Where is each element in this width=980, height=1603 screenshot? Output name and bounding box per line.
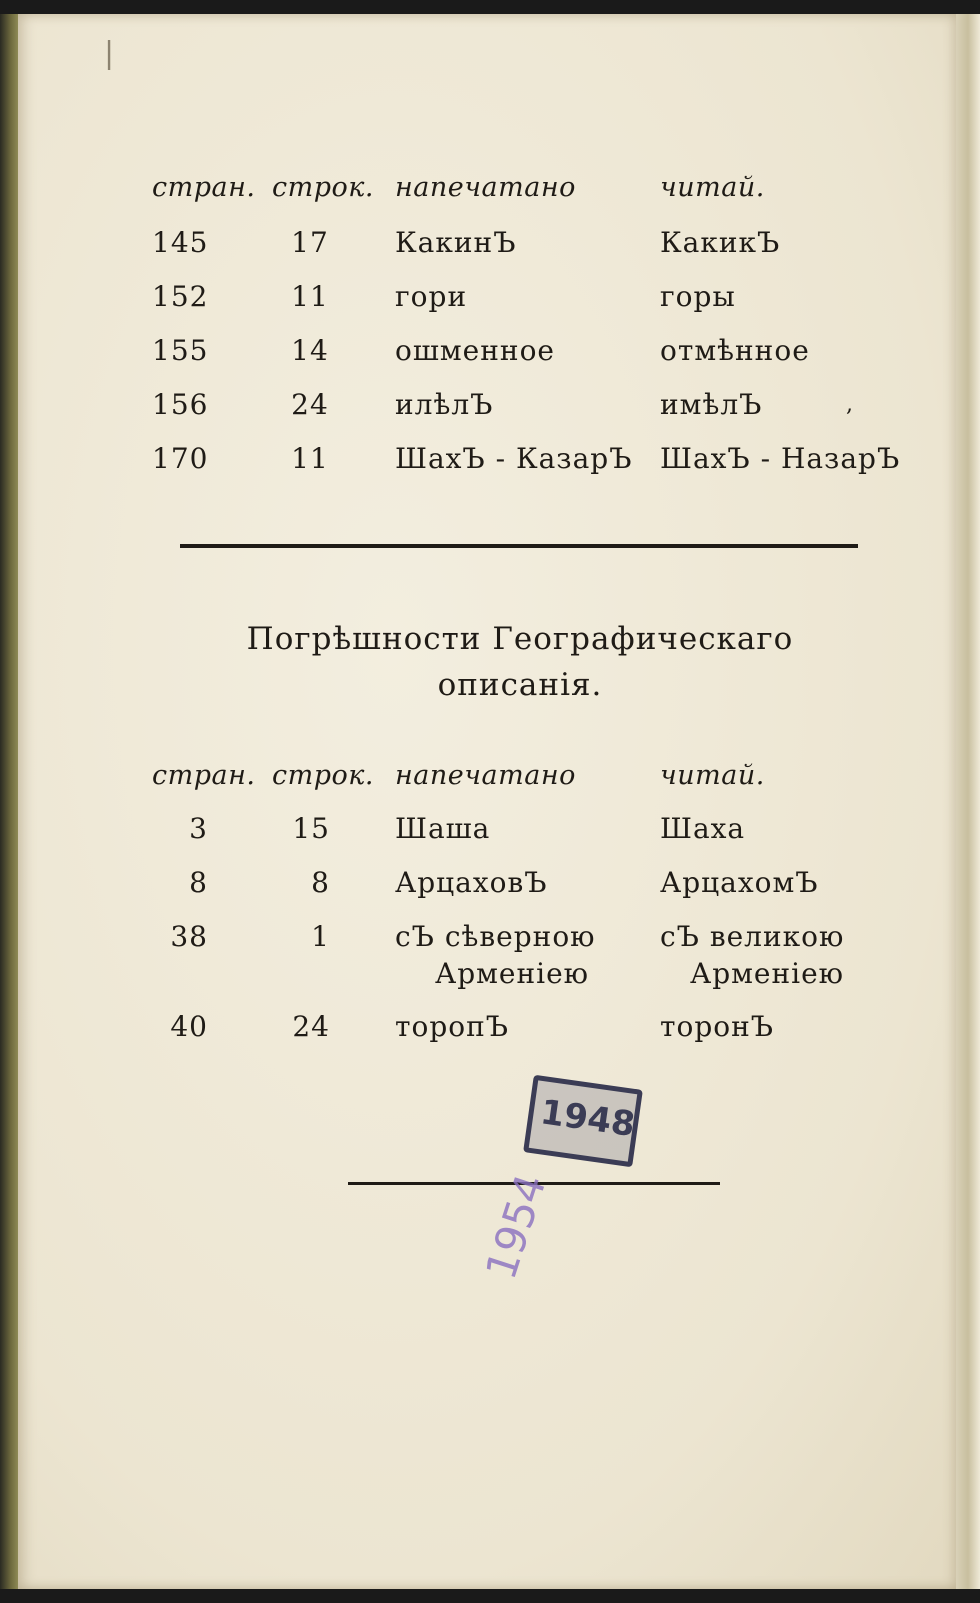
section-title-line1: Погрѣшности Географическаго (246, 621, 794, 657)
ink-mark: , (846, 392, 853, 417)
header-printed: напечатано (395, 172, 576, 203)
row-printed: Шаша (395, 812, 491, 845)
row-line: 1 (311, 920, 330, 953)
row-line: 24 (292, 1010, 330, 1043)
row-read: имѣлЪ (660, 388, 763, 421)
table1-header (0, 172, 980, 222)
row-page: 38 (170, 920, 208, 953)
header-page: стран. (152, 760, 256, 791)
header-read: читай. (660, 172, 765, 203)
row-page: 155 (152, 334, 209, 367)
header-page: стран. (152, 172, 256, 203)
row-printed-line1: сЪ сѣверною (395, 920, 596, 953)
header-line: строк. (272, 172, 374, 203)
row-page: 170 (152, 442, 209, 475)
row-printed: ошменное (395, 334, 555, 367)
row-printed: гори (395, 280, 468, 313)
row-printed: ШахЪ - КазарЪ (395, 442, 633, 475)
table-row (0, 812, 980, 862)
table2-header (0, 760, 980, 810)
row-line: 14 (291, 334, 329, 367)
row-read (660, 920, 844, 990)
row-printed: илѣлЪ (395, 388, 494, 421)
row-printed-line2: Арменіею (435, 957, 590, 990)
row-line: 17 (291, 226, 329, 259)
row-printed: торопЪ (395, 1010, 510, 1043)
table-row (0, 866, 980, 916)
header-read: читай. (660, 760, 765, 791)
section-title-line2: описанія. (437, 667, 603, 703)
row-line: 11 (291, 280, 329, 313)
header-printed: напечатано (395, 760, 576, 791)
table-row (0, 1010, 980, 1060)
row-printed: АрцаховЪ (395, 866, 548, 899)
row-page: 156 (152, 388, 209, 421)
table-row (0, 226, 980, 276)
row-page: 145 (152, 226, 209, 259)
row-read: КакикЪ (660, 226, 781, 259)
row-read: ШахЪ - НазарЪ (660, 442, 901, 475)
row-line: 24 (291, 388, 329, 421)
row-line: 15 (292, 812, 330, 845)
table-row (0, 388, 980, 438)
table-row (0, 920, 980, 1010)
row-page: 40 (170, 1010, 208, 1043)
row-page: 3 (189, 812, 208, 845)
row-read: Шаха (660, 812, 746, 845)
row-read: отмѣнное (660, 334, 810, 367)
row-read: торонЪ (660, 1010, 775, 1043)
row-line: 11 (291, 442, 329, 475)
row-page: 8 (189, 866, 208, 899)
section-divider (180, 544, 858, 548)
row-read-line1: сЪ великою (660, 920, 845, 953)
table-row (0, 334, 980, 384)
stamp-text: 1948 (538, 1092, 638, 1146)
row-printed: КакинЪ (395, 226, 517, 259)
row-page: 152 (152, 280, 209, 313)
pencil-mark: | (104, 36, 115, 71)
handwritten-number: 1954 (476, 1168, 556, 1286)
row-read-line2: Арменіею (690, 957, 845, 990)
row-printed (395, 920, 596, 990)
table-row (0, 442, 980, 492)
row-line: 8 (311, 866, 330, 899)
table-row (0, 280, 980, 330)
row-read: горы (660, 280, 736, 313)
library-stamp (523, 1075, 643, 1168)
section-title (180, 616, 860, 708)
header-line: строк. (272, 760, 374, 791)
row-read: АрцахомЪ (660, 866, 819, 899)
